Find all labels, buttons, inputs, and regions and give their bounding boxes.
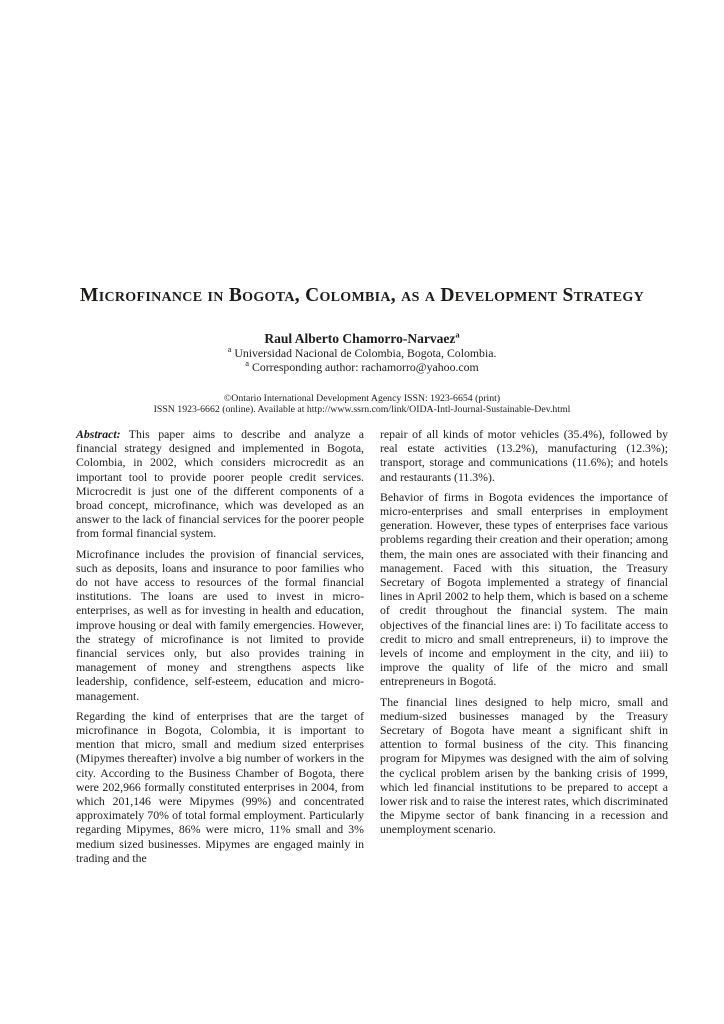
corresponding-superscript: a: [245, 357, 250, 368]
imprint-line-2: ISSN 1923-6662 (online). Available at http://www.ssrn.com/link/OIDA-Intl-Journal-Sustainable-Dev.html: [153, 404, 571, 415]
imprint-line-1: ©Ontario International Development Agency ISSN: 1923-6654 (print): [223, 393, 501, 404]
affiliation-text: Universidad Nacional de Colombia, Bogota, Colombia.: [234, 346, 497, 360]
abstract-label: Abstract:: [76, 427, 121, 441]
body-paragraph: Behavior of firms in Bogota evidences the importance of micro-enterprises and small enterprises in employment generation. However, these types of enterprises face various problems regarding their creation and their operation; among them, the main ones are associated with their financing and management. Faced with this situation, the Treasury Secretary of Bogota implemented a strategy of financial lines in April 2002 to help them, which is based on a scheme of credit throughout the financial system. The main objectives of the financial lines are: i) To facilitate access to credit to micro and small entrepreneurs, ii) to improve the levels of income and employment in the city, and iii) to improve the quality of life of the micro and small entrepreneurs in Bogotá.: [380, 489, 668, 689]
abstract-text: This paper aims to describe and analyze a financial strategy designed and implemented in Bogota, Colombia, in 2002, which considers microcredit as an important tool to provide poorer people credit services. Microcredit is just one of the different components of a broad concept, microfinance, which was developed as an answer to the lack of financial services for the poorer people from formal financial system.: [76, 427, 364, 541]
author-name: [0, 330, 724, 347]
imprint-block: [0, 393, 724, 415]
body-paragraph: Microfinance includes the provision of financial services, such as deposits, loans and insurance to poor families who do not have access to resources of the formal financial institutions. The loans are used to invest in micro-enterprises, as well as for investing in health and education, improve housing or deal with family emergencies. However, the strategy of microfinance is not limited to provide financial services only, but also provides training in management of money and strengthens aspects like leadership, confidence, self-esteem, education and micro-management.: [76, 546, 364, 703]
page-title: Microfinance in Bogota, Colombia, as a Development Strategy: [80, 285, 644, 306]
left-column: [76, 427, 364, 871]
author-superscript: a: [455, 329, 460, 340]
corresponding-author-line: [0, 357, 724, 375]
abstract-paragraph: [76, 427, 364, 541]
author-name-text: Raul Alberto Chamorro-Narvaez: [264, 331, 456, 346]
affiliation-superscript: a: [227, 344, 232, 355]
body-paragraph: The financial lines designed to help micro, small and medium-sized businesses managed by the Treasury Secretary of Bogota have meant a significant shift in attention to formal business of the city. This financing program for Mipymes was designed with the aim of solving the cyclical problem arisen by the banking crisis of 1999, which led financial institutions to be prepared to accept a lower risk and to raise the interest rates, which discriminated the Mipyme sector of bank financing in a recession and unemployment scenario.: [380, 694, 668, 837]
author-block: [0, 330, 724, 374]
right-column: [380, 427, 668, 871]
body-columns: [76, 427, 668, 871]
body-paragraph: repair of all kinds of motor vehicles (35.4%), followed by real estate activities (13.2%), manufacturing (12.3%); transport, storage and communications (11.6%); and hotels and restaurants (11.3%).: [380, 427, 668, 484]
corresponding-text: Corresponding author: rachamorro@yahoo.com: [251, 359, 479, 374]
body-paragraph: Regarding the kind of enterprises that are the target of microfinance in Bogota, Colombia, it is important to mention that micro, small and medium sized enterprises (Mipymes thereafter) involve a big number of workers in the city. According to the Business Chamber of Bogota, there were 202,966 formally constituted enterprises in 2004, from which 201,146 were Mipymes (99%) and concentrated approximately 70% of total formal employment. Particularly regarding Mipymes, 86% were micro, 11% small and 3% medium sized businesses. Mipymes are engaged mainly in trading and the: [76, 708, 364, 865]
affiliation-line: [0, 344, 724, 361]
